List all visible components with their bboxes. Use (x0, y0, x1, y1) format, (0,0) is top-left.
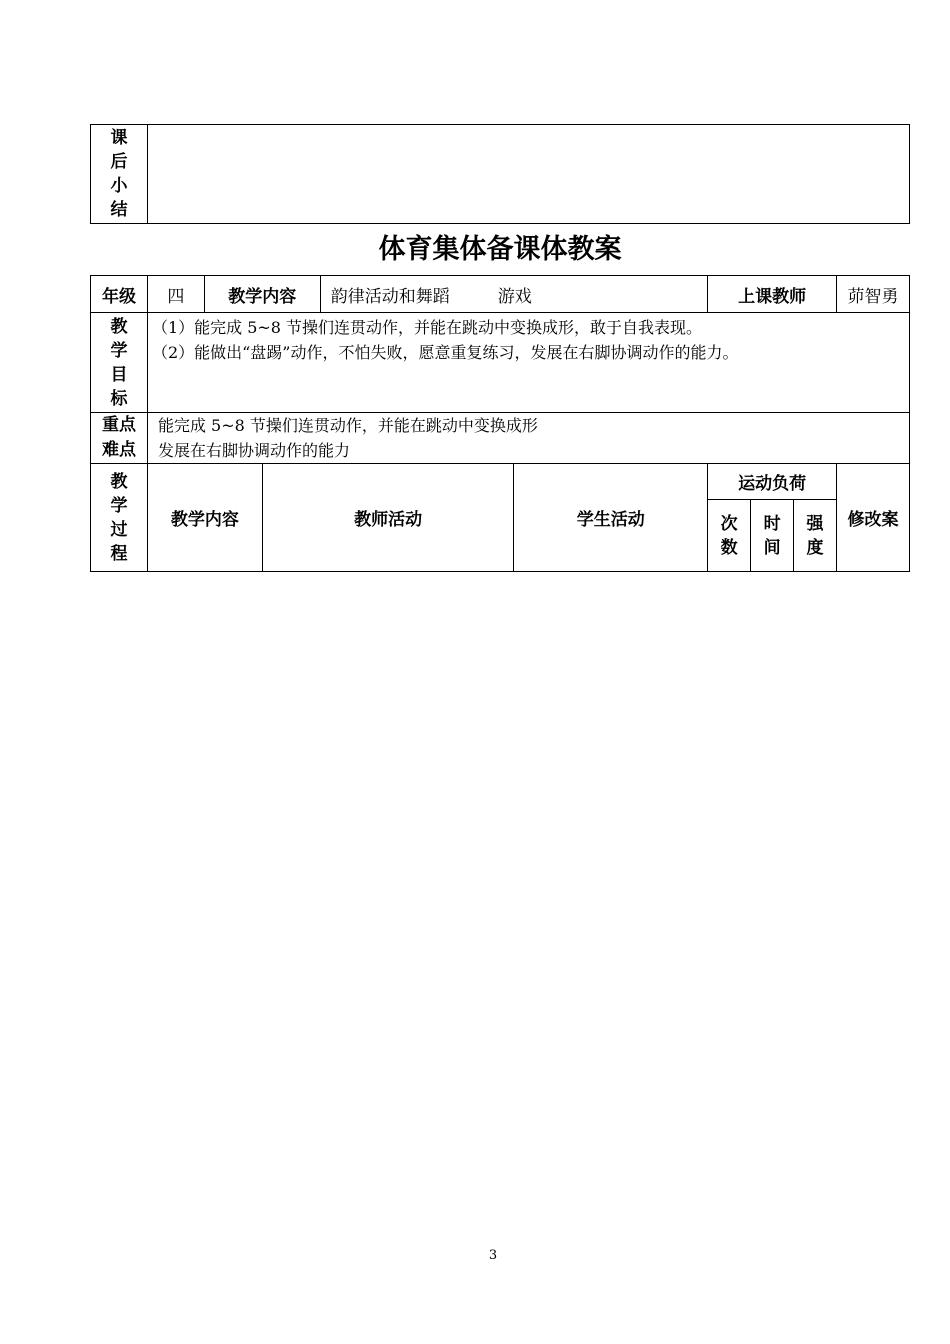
key-points-label (91, 413, 148, 464)
teacher-label: 上课教师 (708, 276, 837, 313)
load-time-header (751, 500, 794, 572)
load-time-char: 间 (763, 537, 781, 558)
content-value (320, 276, 707, 313)
process-label-char: 教 (110, 471, 128, 492)
process-label-char: 过 (110, 519, 128, 540)
load-count-char: 次 (720, 513, 738, 534)
process-content-header: 教学内容 (147, 464, 262, 572)
objectives-label-char: 目 (110, 364, 128, 385)
revision-header: 修改案 (837, 464, 910, 572)
objectives-label-char: 学 (110, 340, 128, 361)
teacher-value: 茆智勇 (837, 276, 910, 313)
grade-value: 四 (147, 276, 204, 313)
process-label-char: 程 (110, 543, 128, 564)
summary-label-char: 小 (110, 176, 128, 196)
student-activity-header: 学生活动 (514, 464, 708, 572)
load-intensity-header (794, 500, 837, 572)
process-label-char: 学 (110, 495, 128, 516)
objectives-label-char: 教 (110, 316, 128, 337)
teacher-activity-header: 教师活动 (262, 464, 514, 572)
summary-label-char: 结 (110, 200, 128, 220)
page-number: 3 (488, 1248, 498, 1263)
difficult-label: 难点 (101, 440, 136, 460)
summary-table (90, 124, 910, 224)
load-time-char: 时 (763, 513, 781, 534)
objectives-content (147, 313, 909, 413)
load-count-header (708, 500, 751, 572)
process-label (91, 464, 148, 572)
content-value-1: 韵律活动和舞蹈 (330, 286, 450, 307)
load-header: 运动负荷 (708, 464, 837, 500)
summary-label-char: 课 (110, 128, 128, 148)
lesson-plan-table (90, 275, 910, 572)
difficult-point-text: 发展在右脚协调动作的能力 (157, 441, 350, 460)
objective-item: （2）能做出“盘踢”动作，不怕失败，愿意重复练习，发展在右脚协调动作的能力。 (151, 343, 739, 362)
content-label: 教学内容 (204, 276, 320, 313)
key-point-text: 能完成 5~8 节操们连贯动作，并能在跳动中变换成形 (157, 416, 538, 435)
grade-label: 年级 (91, 276, 148, 313)
load-intensity-char: 度 (806, 537, 824, 558)
summary-content[interactable] (148, 125, 910, 224)
load-intensity-char: 强 (806, 513, 824, 534)
objective-item: （1）能完成 5~8 节操们连贯动作，并能在跳动中变换成形，敢于自我表现。 (151, 318, 703, 337)
content-value-2: 游戏 (497, 286, 532, 307)
objectives-label (91, 313, 148, 413)
objectives-label-char: 标 (110, 388, 128, 409)
load-count-char: 数 (720, 537, 738, 558)
page-title: 体育集体备课体教案 (378, 234, 622, 265)
summary-label-char: 后 (110, 152, 128, 172)
summary-label (91, 125, 148, 224)
key-points-content (147, 413, 909, 464)
key-label: 重点 (101, 415, 136, 435)
